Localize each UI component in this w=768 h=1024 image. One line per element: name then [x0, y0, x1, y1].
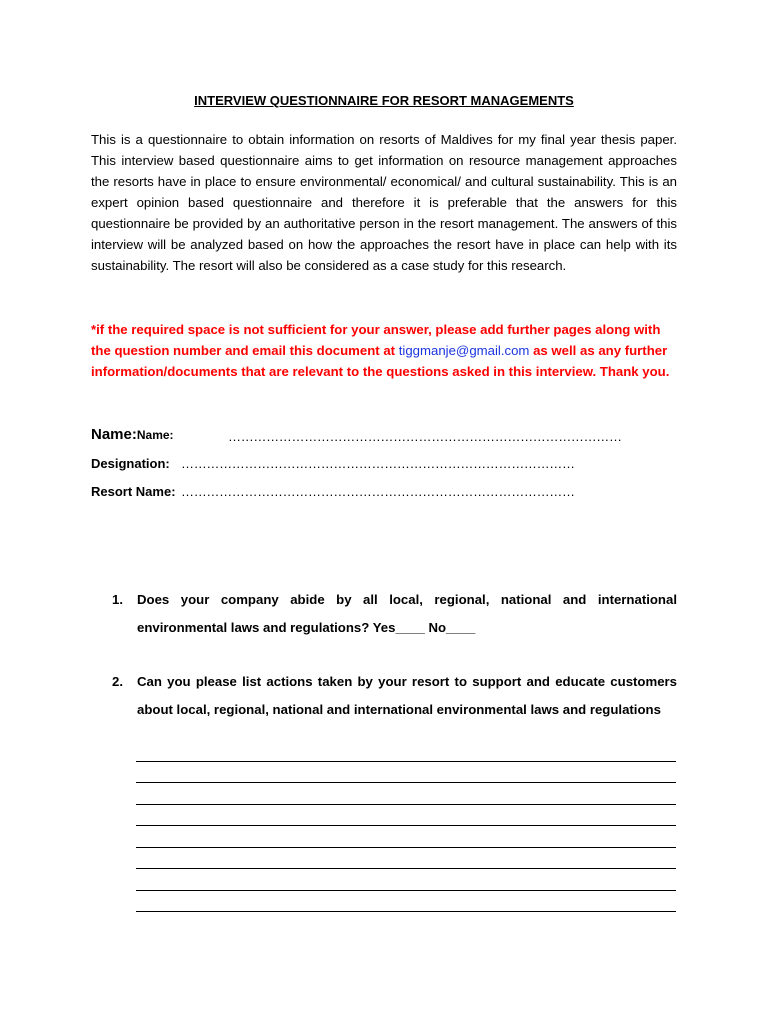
- note-text-before: *if the required space is not sufficient for your answer, please add further pages along with the question number and email this document at: [91, 322, 661, 358]
- designation-field[interactable]: [91, 456, 575, 471]
- name-label-large: Name:: [91, 426, 137, 443]
- question-1-number: 1.: [112, 592, 123, 607]
- email-link[interactable]: tiggmanje@gmail.com: [398, 343, 530, 358]
- question-2-answer-area[interactable]: [136, 740, 676, 912]
- question-1-text: Does your company abide by all local, regional, national and international environmental laws and regulations? Yes____ No____: [137, 592, 677, 635]
- resort-name-answer-dots[interactable]: …………………………………………………………………………………: [181, 484, 575, 499]
- question-1: [112, 586, 677, 642]
- question-2: [112, 668, 677, 724]
- designation-answer-dots[interactable]: …………………………………………………………………………………: [181, 456, 575, 471]
- resort-name-field[interactable]: [91, 484, 575, 499]
- name-label-small: Name:: [136, 428, 174, 442]
- answer-line[interactable]: [136, 869, 676, 891]
- designation-label: Designation:: [91, 456, 170, 471]
- name-field[interactable]: [91, 426, 622, 444]
- question-2-text: Can you please list actions taken by your resort to support and educate customers about local, regional, national and international environmental laws and regulations: [137, 674, 677, 717]
- answer-line[interactable]: [136, 740, 676, 762]
- answer-line[interactable]: [136, 891, 676, 913]
- resort-name-label: Resort Name:: [91, 484, 176, 499]
- answer-line[interactable]: [136, 805, 676, 827]
- document-title: INTERVIEW QUESTIONNAIRE FOR RESORT MANAGEMENTS: [194, 93, 574, 108]
- answer-line[interactable]: [136, 762, 676, 784]
- answer-line[interactable]: [136, 848, 676, 870]
- answer-line[interactable]: [136, 783, 676, 805]
- question-2-number: 2.: [112, 674, 123, 689]
- answer-line[interactable]: [136, 826, 676, 848]
- name-answer-dots[interactable]: …………………………………………………………………………………: [228, 429, 622, 444]
- intro-paragraph: This is a questionnaire to obtain information on resorts of Maldives for my final year thesis paper. This interview based questionnaire aims to get information on resource management approaches the resorts have in place to ensure environmental/ economical/ and cultural sustainability. This is an expert opinion based questionnaire and therefore it is preferable that the answers for this questionnaire be provided by an authoritative person in the resort management. The answers of this interview will be analyzed based on how the approaches the resort have in place can help with its sustainability. The resort will also be considered as a case study for this research.: [91, 132, 677, 273]
- instruction-note: [91, 319, 677, 382]
- note-text-after: as well as any further information/documents that are relevant to the questions asked in this interview. Thank you.: [91, 343, 670, 379]
